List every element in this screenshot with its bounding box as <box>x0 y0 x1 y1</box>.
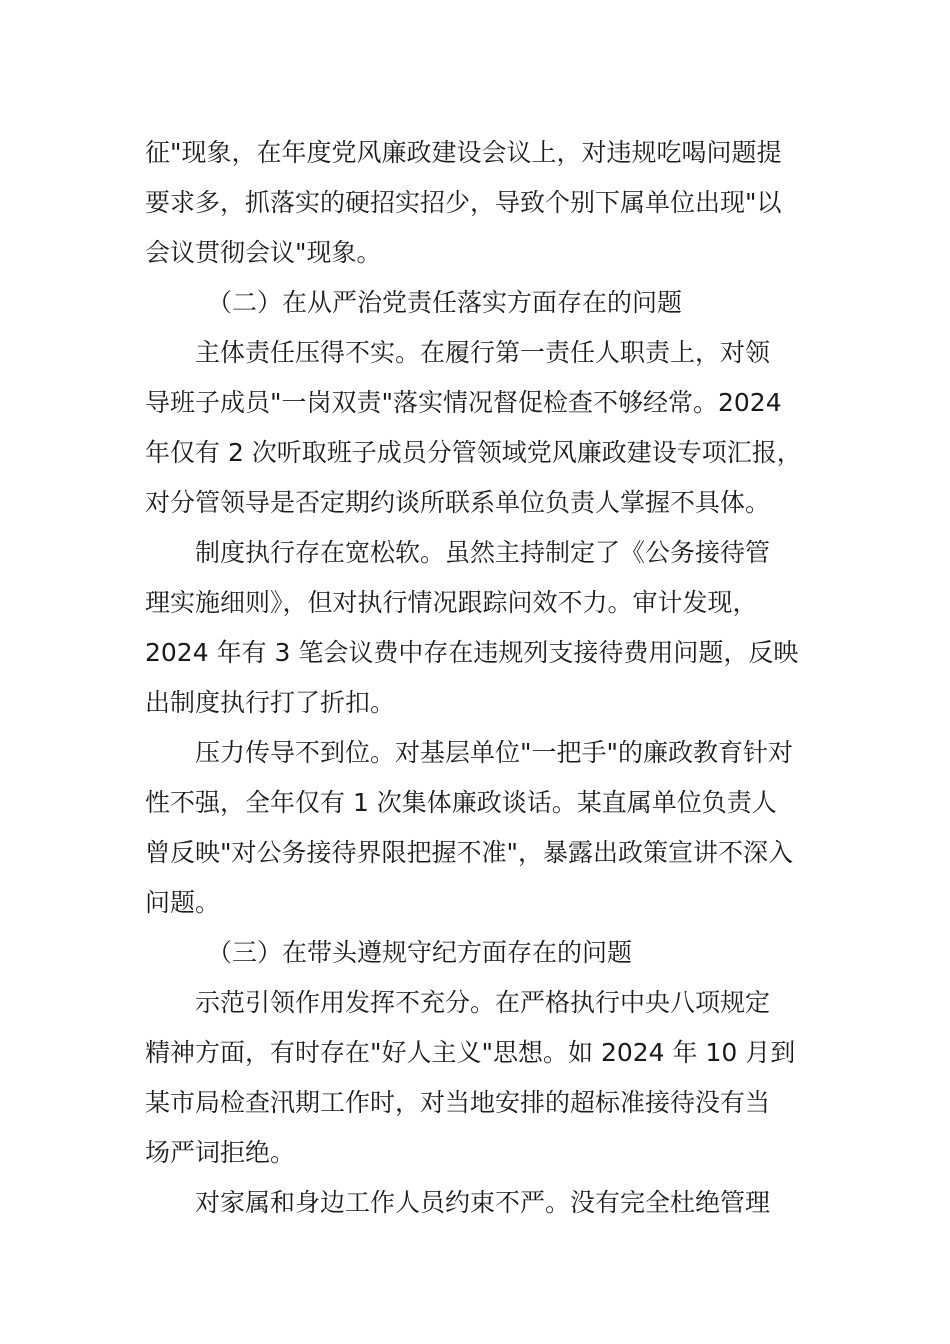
text-line: 导班子成员"一岗双责"落实情况督促检查不够经常。2024 <box>145 388 782 417</box>
text-line: 制度执行存在宽松软。虽然主持制定了《公务接待管 <box>195 538 771 567</box>
paragraph-line-13 <box>145 728 835 778</box>
text-line: 示范引领作用发挥不充分。在严格执行中央八项规定 <box>195 988 771 1017</box>
paragraph-line-21 <box>145 1128 835 1178</box>
text-line: 要求多，抓落实的硬招实招少，导致个别下属单位出现"以 <box>145 188 782 217</box>
text-line: 对分管领导是否定期约谈所联系单位负责人掌握不具体。 <box>145 488 771 517</box>
text-line: 精神方面，有时存在"好人主义"思想。如 2024 年 10 月到 <box>145 1038 796 1067</box>
paragraph-line-1 <box>145 128 835 178</box>
paragraph-line-5 <box>145 328 835 378</box>
paragraph-line-18 <box>145 978 835 1028</box>
heading-text: （三）在带头遵规守纪方面存在的问题 <box>207 938 633 967</box>
paragraph-line-15 <box>145 828 835 878</box>
paragraph-line-7 <box>145 428 835 478</box>
paragraph-line-12 <box>145 678 835 728</box>
text-line: 征"现象，在年度党风廉政建设会议上，对违规吃喝问题提 <box>145 138 782 167</box>
section-heading-3 <box>145 928 835 978</box>
document-body <box>145 128 835 1228</box>
text-line: 性不强，全年仅有 1 次集体廉政谈话。某直属单位负责人 <box>145 788 777 817</box>
text-line: 理实施细则》，但对执行情况跟踪问效不力。审计发现， <box>145 588 758 617</box>
text-line: 压力传导不到位。对基层单位"一把手"的廉政教育针对 <box>195 738 794 767</box>
text-line: 年仅有 2 次听取班子成员分管领域党风廉政建设专项汇报， <box>145 438 802 467</box>
text-line: 主体责任压得不实。在履行第一责任人职责上，对领 <box>195 338 771 367</box>
paragraph-line-14 <box>145 778 835 828</box>
paragraph-line-22 <box>145 1178 835 1228</box>
heading-text: （二）在从严治党责任落实方面存在的问题 <box>207 288 683 317</box>
paragraph-line-16 <box>145 878 835 928</box>
paragraph-line-9 <box>145 528 835 578</box>
text-line: 场严词拒绝。 <box>145 1138 296 1167</box>
paragraph-line-2 <box>145 178 835 228</box>
text-line: 曾反映"对公务接待界限把握不准"，暴露出政策宣讲不深入 <box>145 838 794 867</box>
text-line: 某市局检查汛期工作时，对当地安排的超标准接待没有当 <box>145 1088 771 1117</box>
text-line: 会议贯彻会议"现象。 <box>145 238 382 267</box>
paragraph-line-3 <box>145 228 835 278</box>
text-line: 对家属和身边工作人员约束不严。没有完全杜绝管理 <box>195 1188 771 1217</box>
text-line: 问题。 <box>145 888 221 917</box>
paragraph-line-6 <box>145 378 835 428</box>
paragraph-line-11 <box>145 628 835 678</box>
text-line: 2024 年有 3 笔会议费中存在违规列支接待费用问题，反映 <box>145 638 799 667</box>
paragraph-line-8 <box>145 478 835 528</box>
section-heading-2 <box>145 278 835 328</box>
paragraph-line-20 <box>145 1078 835 1128</box>
paragraph-line-19 <box>145 1028 835 1078</box>
text-line: 出制度执行打了折扣。 <box>145 688 396 717</box>
paragraph-line-10 <box>145 578 835 628</box>
